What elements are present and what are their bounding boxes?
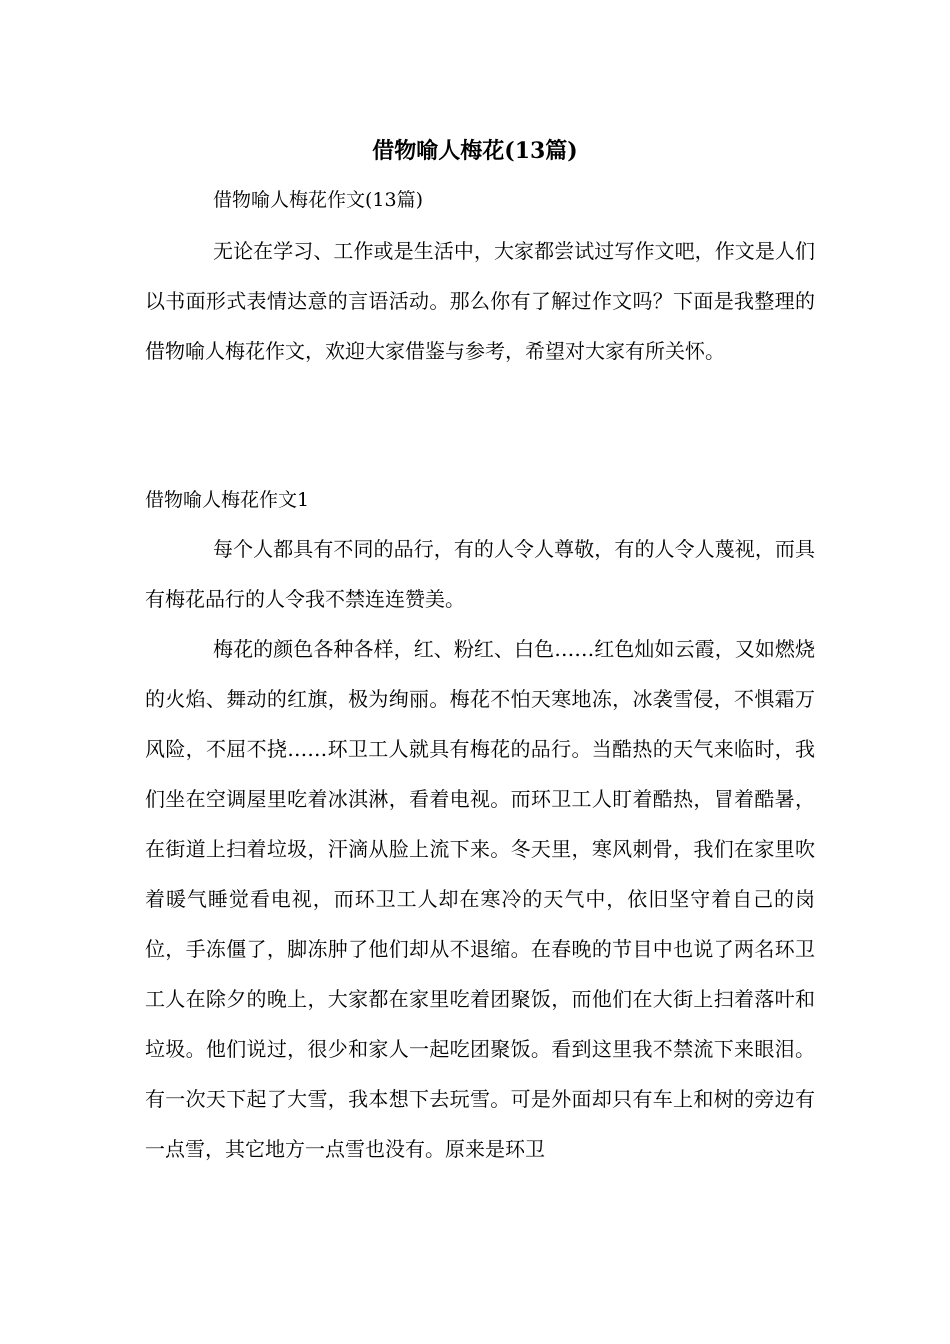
document-title: 借物喻人梅花(13篇) (372, 138, 578, 164)
body-paragraph-2: 梅花的颜色各种各样，红、粉红、白色……红色灿如云霞，又如燃烧的火焰、舞动的红旗，极为绚丽。梅花不怕天寒地冻，冰袭雪侵，不惧霜万风险，不屈不挠……环卫工人就具有梅花的品行。当酷热的天气来临时，我们坐在空调屋里吃着冰淇淋，看着电视。而环卫工人盯着酷热，冒着酷暑，在街道上扫着垃圾，汗滴从脸上流下来。冬天里，寒风刺骨，我们在家里吹着暖气睡觉看电视，而环卫工人却在寒冷的天气中，依旧坚守着自己的岗位，手冻僵了，脚冻肿了他们却从不退缩。在春晚的节目中也说了两名环卫工人在除夕的晚上，大家都在家里吃着团聚饭，而他们在大街上扫着落叶和垃圾。他们说过，很少和家人一起吃团聚饭。看到这里我不禁流下来眼泪。有一次天下起了大雪，我本想下去玩雪。可是外面却只有车上和树的旁边有一点雪，其它地方一点雪也没有。原来是环卫 (145, 637, 815, 1161)
document-subtitle: 借物喻人梅花作文(13篇) (213, 189, 424, 211)
body-paragraph-1: 每个人都具有不同的品行，有的人令人尊敬，有的人令人蔑视，而具有梅花品行的人令我不禁连连赞美。 (145, 537, 815, 611)
intro-paragraph: 无论在学习、工作或是生活中，大家都尝试过写作文吧，作文是人们以书面形式表情达意的言语活动。那么你有了解过作文吗？下面是我整理的借物喻人梅花作文，欢迎大家借鉴与参考，希望对大家有所关怀。 (145, 239, 815, 363)
section-heading: 借物喻人梅花作文1 (145, 489, 310, 511)
